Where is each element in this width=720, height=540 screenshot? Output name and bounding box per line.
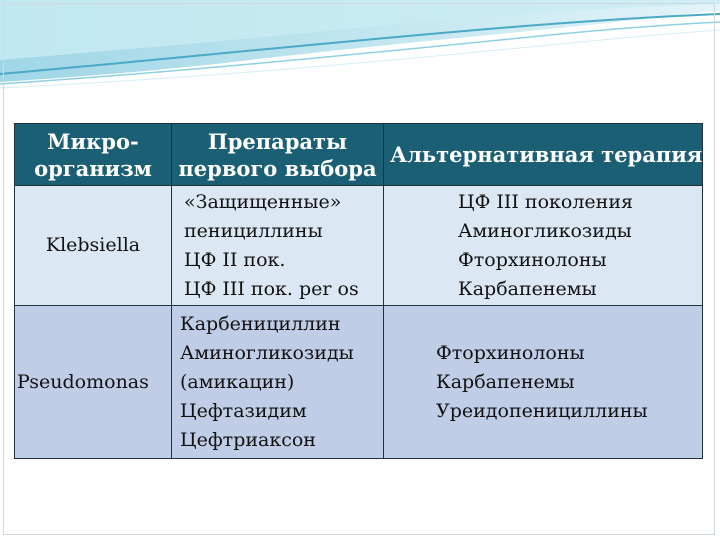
drug-line: ЦФ II пок. — [184, 248, 286, 271]
drug-line: «Защищенные» — [184, 190, 342, 213]
drug-line: Карбапенемы — [436, 370, 575, 393]
drug-line: Фторхинолоны — [436, 341, 585, 364]
drug-line: ЦФ III пок. per os — [184, 277, 359, 300]
drug-line: ЦФ III поколения — [458, 190, 633, 213]
drug-line: Карбапенемы — [458, 277, 597, 300]
organism-klebsiella: Klebsiella — [15, 186, 172, 306]
alternative-cell — [384, 306, 703, 459]
header-microorganism — [15, 124, 172, 186]
drug-line: Цефтриаксон — [180, 428, 316, 451]
table-header-row — [15, 124, 703, 186]
drug-line: Уреидопенициллины — [436, 399, 648, 422]
drug-line: (амикацин) — [180, 370, 295, 393]
first-choice-cell — [172, 306, 384, 459]
antibiotic-therapy-table — [14, 123, 703, 459]
drug-line: Цефтазидим — [180, 399, 307, 422]
header-first-choice-line1: Препараты — [207, 128, 348, 154]
drug-line: пенициллины — [184, 219, 323, 242]
first-choice-cell — [172, 186, 384, 306]
table-row — [15, 186, 703, 306]
header-first-choice — [172, 124, 384, 186]
table-row — [15, 306, 703, 459]
drug-line: Фторхинолоны — [458, 248, 607, 271]
header-microorganism-line2: организм — [34, 155, 152, 181]
drug-line: Аминогликозиды — [180, 341, 354, 364]
drug-line: Аминогликозиды — [458, 219, 632, 242]
header-microorganism-line1: Микро- — [47, 128, 139, 154]
header-alternative-therapy: Альтернативная терапия — [384, 124, 703, 186]
header-first-choice-line2: первого выбора — [178, 155, 377, 181]
drug-line: Карбенициллин — [180, 312, 341, 335]
alternative-cell — [384, 186, 703, 306]
organism-pseudomonas: Pseudomonas — [15, 306, 172, 459]
